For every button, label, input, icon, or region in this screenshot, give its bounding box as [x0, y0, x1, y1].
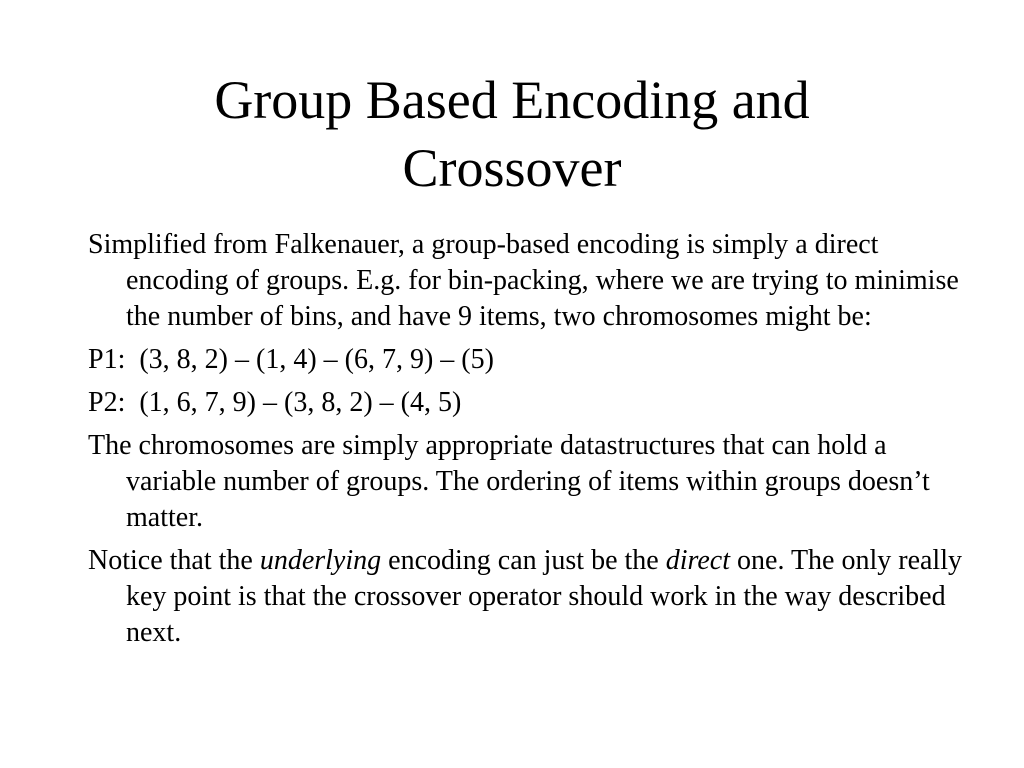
notice-text-3: one. The only really key point is that the crossover operator should work in the way described next.: [126, 545, 962, 648]
slide-title-line-2: Crossover: [402, 138, 622, 198]
notice-text-1: Notice that the: [88, 545, 260, 576]
slide-title-line-1: Group Based Encoding and: [214, 70, 810, 130]
paragraph-chromosome-p1: P1: (3, 8, 2) – (1, 4) – (6, 7, 9) – (5): [88, 344, 494, 375]
slide-title: [60, 66, 964, 202]
notice-emphasis-direct: direct: [665, 545, 731, 576]
slide-body: [88, 227, 968, 658]
notice-text-2: encoding can just be the: [381, 545, 666, 576]
notice-emphasis-underlying: underlying: [259, 545, 382, 576]
paragraph-chromosome-p2: P2: (1, 6, 7, 9) – (3, 8, 2) – (4, 5): [88, 387, 462, 418]
paragraph-datastructures: The chromosomes are simply appropriate datastructures that can hold a variable number of groups. The ordering of items within groups doesn’t matter.: [88, 430, 930, 533]
paragraph-notice: [88, 543, 968, 651]
paragraph-intro: Simplified from Falkenauer, a group-based encoding is simply a direct encoding of groups. E.g. for bin-packing, where we are trying to minimise the number of bins, and have 9 items, two chromosomes might be:: [88, 229, 959, 332]
